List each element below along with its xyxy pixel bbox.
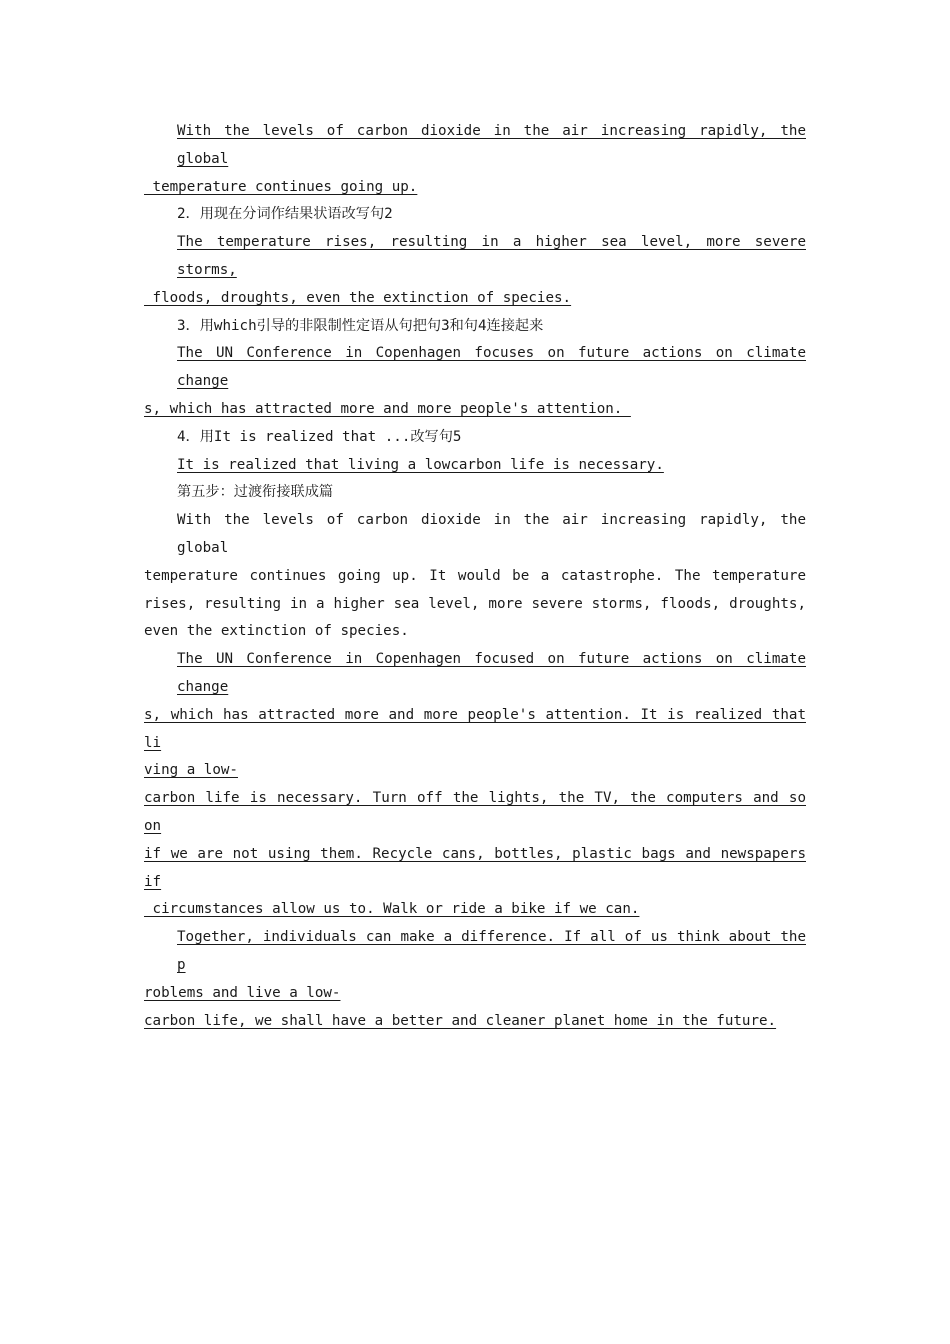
- underlined-answer-text: The temperature rises, resulting in a higher sea level, more severe storms,: [177, 234, 806, 278]
- text-line: [144, 229, 806, 285]
- underlined-answer-text: floods, droughts, even the extinction of species.: [144, 289, 572, 306]
- body-text: temperature continues going up. It would be a catastrophe. The temperature: [144, 567, 806, 584]
- underlined-answer-text: With the levels of carbon dioxide in the air increasing rapidly, the global: [177, 123, 806, 167]
- body-text: even the extinction of species.: [144, 623, 409, 640]
- body-text: 第五步：过渡衔接联成篇: [177, 484, 334, 501]
- text-line: [144, 757, 806, 785]
- underlined-answer-text: It is realized that living a lowcarbon life is necessary.: [177, 456, 664, 473]
- text-line: [144, 479, 806, 507]
- text-line: [144, 924, 806, 980]
- text-line: [144, 340, 806, 396]
- underlined-answer-text: circumstances allow us to. Walk or ride a bike if we can.: [144, 901, 640, 918]
- underlined-answer-text: if we are not using them. Recycle cans, bottles, plastic bags and newspapers if: [144, 845, 806, 890]
- text-line: [144, 201, 806, 229]
- document-page: [144, 118, 806, 1035]
- text-line: [144, 174, 806, 202]
- underlined-answer-text: The UN Conference in Copenhagen focuses on future actions on climate change: [177, 345, 806, 390]
- text-line: [144, 507, 806, 563]
- text-line: [144, 1008, 806, 1036]
- text-line: [144, 896, 806, 924]
- text-line: [144, 285, 806, 313]
- body-text: 3．用which引导的非限制性定语从句把句3和句4连接起来: [177, 317, 544, 334]
- underlined-answer-text: The UN Conference in Copenhagen focused on future actions on climate change: [177, 651, 806, 695]
- underlined-answer-text: carbon life is necessary. Turn off the lights, the TV, the computers and so on: [144, 790, 806, 834]
- underlined-answer-text: temperature continues going up.: [144, 178, 418, 195]
- underlined-answer-text: s, which has attracted more and more people's attention. It is realized that li: [144, 706, 806, 751]
- text-line: [144, 841, 806, 897]
- underlined-answer-text: roblems and live a low-: [144, 984, 341, 1001]
- text-line: [144, 618, 806, 646]
- text-line: [144, 313, 806, 341]
- body-text: rises, resulting in a higher sea level, more severe storms, floods, droughts,: [144, 595, 806, 612]
- text-line: [144, 396, 806, 424]
- text-line: [144, 424, 806, 452]
- text-line: [144, 980, 806, 1008]
- text-line: [144, 785, 806, 841]
- underlined-answer-text: s, which has attracted more and more people's attention.: [144, 400, 631, 417]
- text-line: [144, 452, 806, 480]
- body-text: 2．用现在分词作结果状语改写句2: [177, 206, 393, 223]
- underlined-answer-text: Together, individuals can make a difference. If all of us think about the p: [177, 929, 806, 973]
- text-line: [144, 591, 806, 619]
- text-line: [144, 702, 806, 758]
- text-line: [144, 563, 806, 591]
- body-text: 4．用It is realized that ...改写句5: [177, 428, 462, 445]
- underlined-answer-text: carbon life, we shall have a better and cleaner planet home in the future.: [144, 1012, 777, 1029]
- text-line: [144, 646, 806, 702]
- body-text: With the levels of carbon dioxide in the air increasing rapidly, the global: [177, 512, 806, 556]
- underlined-answer-text: ving a low-: [144, 762, 238, 779]
- text-line: [144, 118, 806, 174]
